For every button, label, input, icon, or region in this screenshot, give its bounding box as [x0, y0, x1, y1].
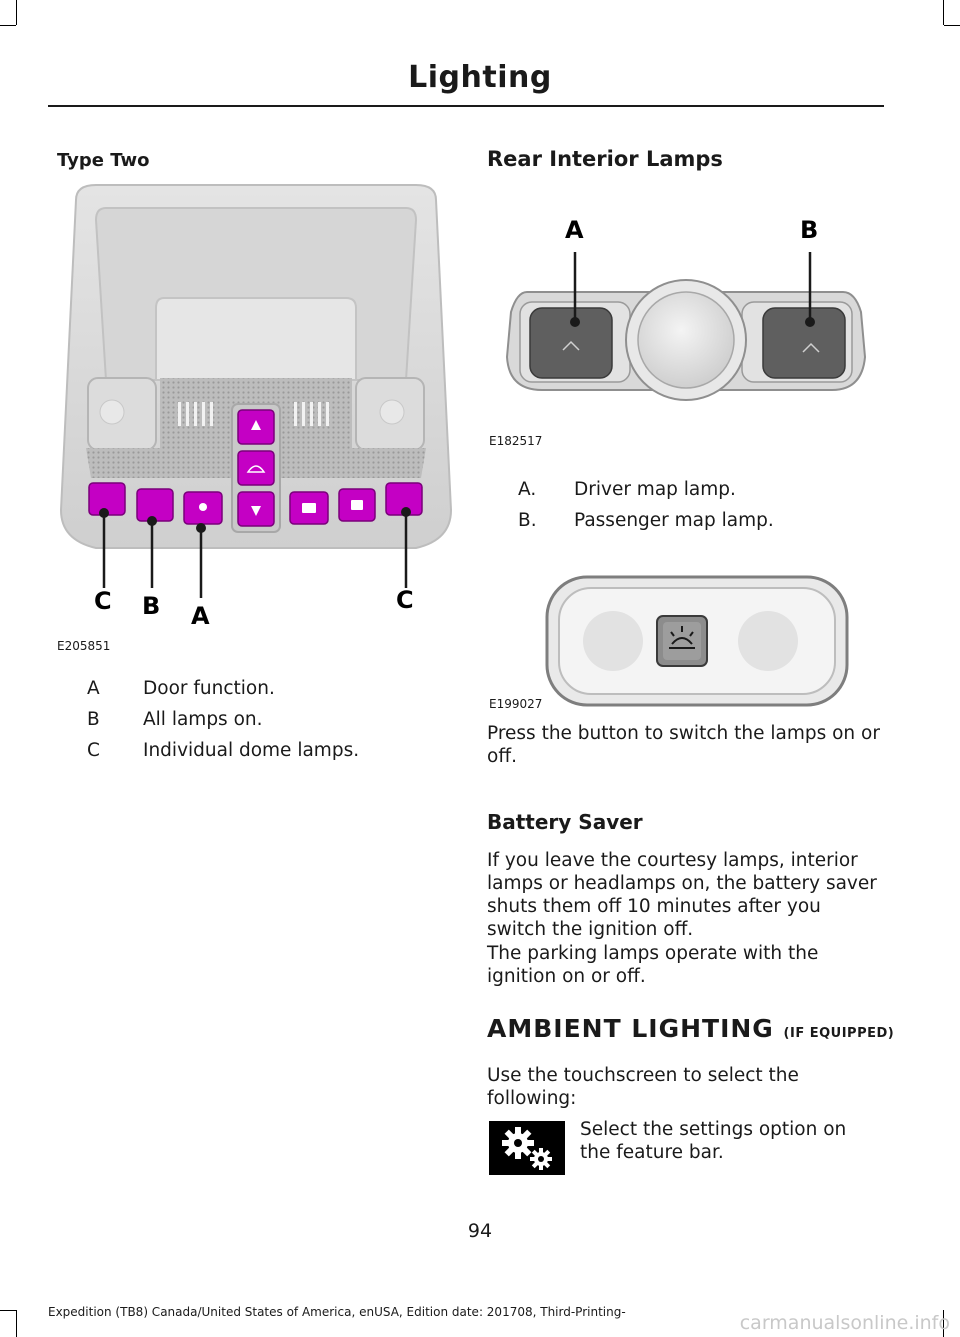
crop-mark: [16, 1310, 17, 1337]
list-item-text: Door function.: [143, 678, 275, 699]
crop-mark: [16, 0, 17, 25]
rear-lamp-button-figure: [487, 562, 885, 710]
overhead-console-figure: [56, 180, 456, 660]
watermark: carmanualsonline.info: [739, 1312, 950, 1334]
figure-code: E205851: [57, 639, 111, 653]
touchscreen-paragraph: Use the touchscreen to select the following:: [487, 1065, 799, 1109]
list-item-letter: A: [87, 678, 100, 699]
callout-a: A: [191, 602, 210, 630]
list-item-letter: B.: [518, 510, 537, 531]
callout-b: B: [800, 216, 819, 244]
crop-mark: [943, 0, 944, 25]
ambient-lighting-title: AMBIENT LIGHTING: [487, 1014, 774, 1043]
figure-code: E182517: [489, 434, 543, 448]
crop-mark: [0, 1310, 16, 1311]
page-number: 94: [467, 1220, 493, 1242]
if-equipped-label: (IF EQUIPPED): [783, 1026, 895, 1041]
callout-c-right: C: [396, 586, 414, 614]
crop-mark: [944, 25, 960, 26]
callout-a: A: [565, 216, 584, 244]
list-item-text: All lamps on.: [143, 709, 263, 730]
figure-code: E199027: [489, 697, 543, 711]
list-item-letter: B: [87, 709, 100, 730]
callout-c-left: C: [94, 587, 112, 615]
rear-interior-lamps-heading: Rear Interior Lamps: [487, 147, 723, 171]
ambient-lighting-heading: [487, 1014, 894, 1043]
list-item-letter: A.: [518, 479, 537, 500]
rear-map-lamps-figure: [487, 212, 885, 458]
list-item-text: Passenger map lamp.: [574, 510, 774, 531]
type-two-heading: Type Two: [57, 150, 150, 171]
crop-mark: [0, 25, 16, 26]
list-item-text: Individual dome lamps.: [143, 740, 360, 761]
page-title: Lighting: [408, 60, 552, 95]
battery-paragraph-1: If you leave the courtesy lamps, interior lamps or headlamps on, the battery saver shuts them off 10 minutes after you switch the ignition off.: [487, 850, 877, 940]
settings-paragraph: Select the settings option on the feature bar.: [580, 1119, 847, 1163]
header-rule: [48, 105, 884, 107]
battery-paragraph-2: The parking lamps operate with the ignition on or off.: [487, 943, 819, 987]
list-item-text: Driver map lamp.: [574, 479, 736, 500]
settings-gear-icon: [489, 1121, 565, 1175]
battery-saver-heading: Battery Saver: [487, 810, 643, 834]
press-paragraph: Press the button to switch the lamps on or off.: [487, 723, 880, 767]
callout-b: B: [142, 592, 161, 620]
footer-text: Expedition (TB8) Canada/United States of America, enUSA, Edition date: 201708, Third-Printing-: [48, 1305, 626, 1319]
list-item-letter: C: [87, 740, 100, 761]
